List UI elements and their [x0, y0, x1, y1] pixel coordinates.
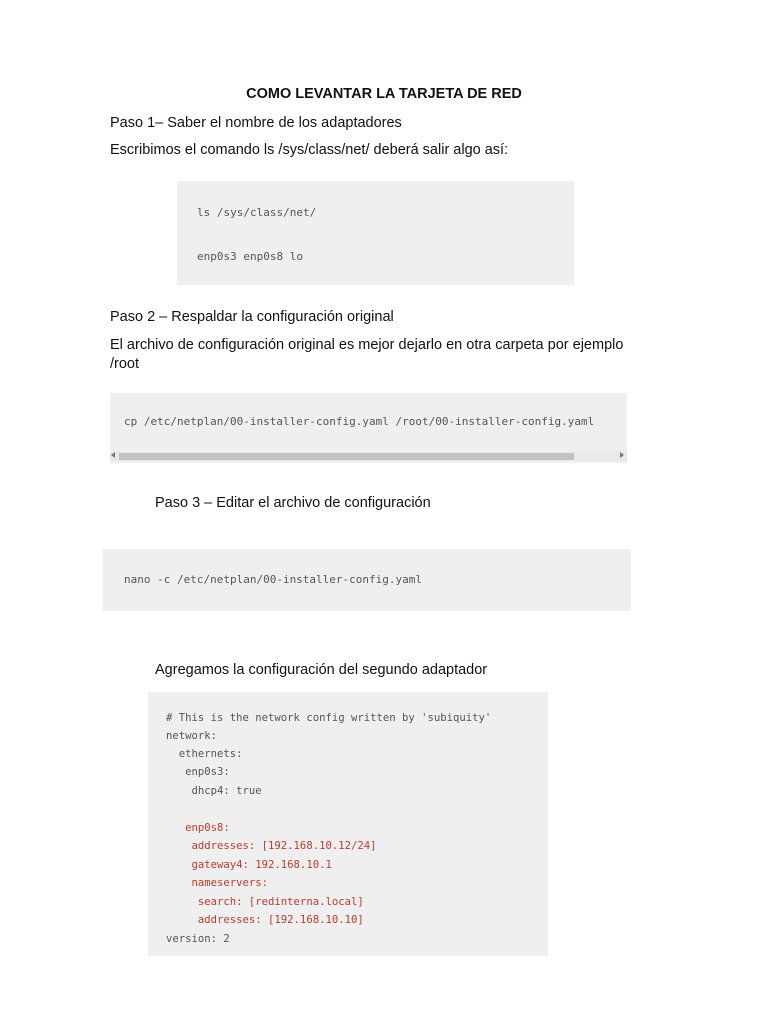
- step1-text: Escribimos el comando ls /sys/class/net/ deberá salir algo así:: [110, 142, 509, 158]
- code-line: cp /etc/netplan/00-installer-config.yaml /root/00-installer-config.yaml: [124, 415, 595, 428]
- yaml-line-highlight: nameservers:: [166, 877, 269, 889]
- page-title: COMO LEVANTAR LA TARJETA DE RED: [246, 86, 522, 102]
- step2-text-line1: El archivo de configuración original es mejor dejarlo en otra carpeta por ejemplo: [110, 337, 624, 353]
- step2-text-line2: /root: [110, 356, 140, 372]
- yaml-code-block: [148, 692, 548, 956]
- yaml-line: network:: [166, 730, 218, 742]
- scrollbar-thumb[interactable]: [119, 453, 574, 460]
- step2-code-block: [110, 393, 627, 463]
- yaml-line-highlight: addresses: [192.168.10.10]: [166, 914, 364, 926]
- yaml-line: # This is the network config written by 'subiquity': [166, 712, 492, 724]
- yaml-line: ethernets:: [166, 748, 243, 760]
- step3-code-block: [103, 549, 631, 611]
- scroll-right-icon[interactable]: [620, 452, 624, 458]
- yaml-line-highlight: addresses: [192.168.10.12/24]: [166, 840, 377, 852]
- yaml-line: enp0s3:: [166, 766, 230, 778]
- code-line: enp0s3 enp0s8 lo: [197, 250, 303, 263]
- code-line: nano -c /etc/netplan/00-installer-config.yaml: [124, 573, 423, 586]
- yaml-line-highlight: gateway4: 192.168.10.1: [166, 859, 332, 871]
- horizontal-scrollbar[interactable]: [110, 451, 627, 461]
- step1-code-block: [177, 181, 574, 285]
- yaml-line-highlight: search: [redinterna.local]: [166, 896, 364, 908]
- step1-heading: Paso 1– Saber el nombre de los adaptadores: [110, 115, 402, 131]
- yaml-line: version: 2: [166, 933, 230, 945]
- step2-heading: Paso 2 – Respaldar la configuración original: [110, 309, 394, 325]
- code-line: ls /sys/class/net/: [197, 206, 317, 219]
- step4-heading: Agregamos la configuración del segundo adaptador: [155, 662, 488, 678]
- step3-heading: Paso 3 – Editar el archivo de configuración: [155, 495, 431, 511]
- yaml-line-highlight: enp0s8:: [166, 822, 230, 834]
- scroll-left-icon[interactable]: [111, 452, 115, 458]
- yaml-line: dhcp4: true: [166, 785, 262, 797]
